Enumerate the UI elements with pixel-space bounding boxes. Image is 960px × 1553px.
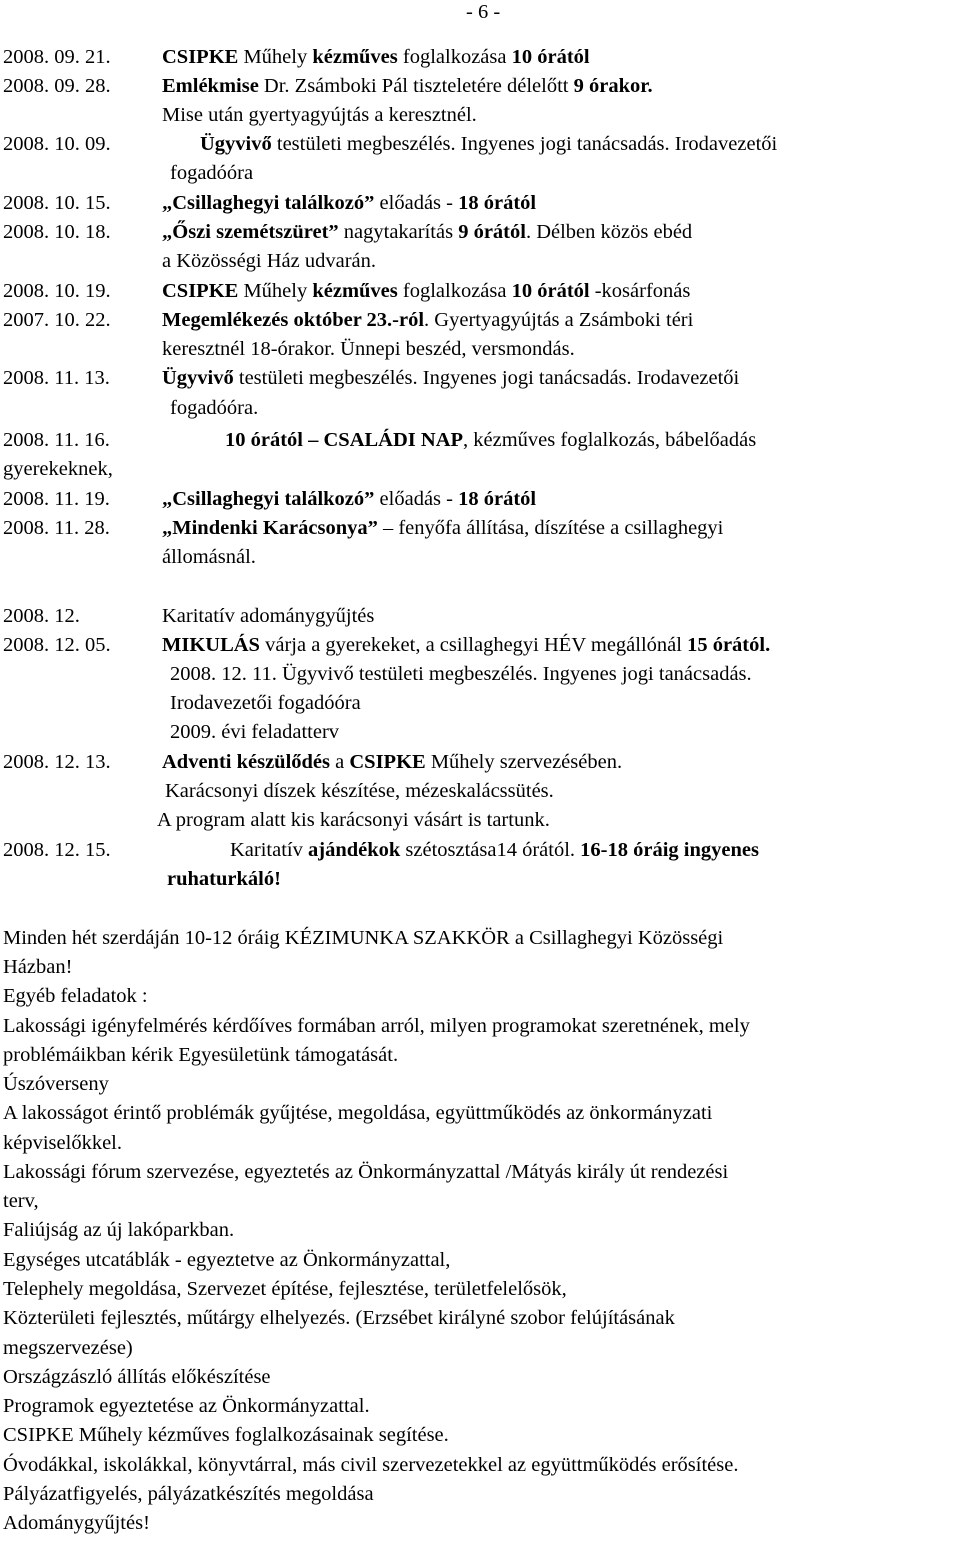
schedule-row xyxy=(0,429,960,455)
schedule-date: 2008. 10. 19. xyxy=(3,280,111,302)
task-item: Telephely megoldása, Szervezet építése, fejlesztése, területfelelősök, xyxy=(3,1278,567,1300)
schedule-text: Megemlékezés október 23.-ról. Gyertyagyújtás a Zsámboki téri xyxy=(162,309,694,331)
schedule-text: gyerekeknek, xyxy=(3,458,113,480)
schedule-text: „Őszi szemétszüret” nagytakarítás 9 órától. Délben közös ebéd xyxy=(162,221,693,243)
schedule-text: Emlékmise Dr. Zsámboki Pál tiszteletére délelőtt 9 órakor. xyxy=(162,75,653,97)
task-item: terv, xyxy=(3,1190,39,1212)
schedule-text: Ügyvivő testületi megbeszélés. Ingyenes jogi tanácsadás. Irodavezetői xyxy=(162,367,740,389)
schedule-continuation xyxy=(0,692,960,718)
schedule-date: 2008. 12. 15. xyxy=(3,839,111,861)
schedule-continuation xyxy=(0,868,960,894)
schedule-text: Irodavezetői fogadóóra xyxy=(170,692,361,714)
schedule-continuation xyxy=(0,809,960,835)
schedule-continuation xyxy=(0,458,960,484)
schedule-text: „Csillaghegyi találkozó” előadás - 18 órától xyxy=(162,192,537,214)
schedule-row xyxy=(0,309,960,335)
schedule-text: 2009. évi feladatterv xyxy=(170,721,340,743)
schedule-row xyxy=(0,221,960,247)
schedule-date: 2008. 10. 18. xyxy=(3,221,111,243)
schedule-date: 2008. 09. 21. xyxy=(3,46,111,68)
schedule-row xyxy=(0,751,960,777)
schedule-row xyxy=(0,75,960,101)
schedule-date: 2007. 10. 22. xyxy=(3,309,111,331)
schedule-date: 2008. 12. 13. xyxy=(3,751,111,773)
schedule-date: 2008. 11. 28. xyxy=(3,517,110,539)
schedule-date: 2008. 10. 15. xyxy=(3,192,111,214)
task-item: Lakossági fórum szervezése, egyeztetés az Önkormányzattal /Mátyás király út rendezési xyxy=(3,1161,729,1183)
schedule-date: 2008. 10. 09. xyxy=(3,133,111,155)
weekly-notice-continuation: Házban! xyxy=(3,956,73,978)
task-item: A lakosságot érintő problémák gyűjtése, megoldása, együttműködés az önkormányzati xyxy=(3,1102,713,1124)
schedule-text: fogadóóra. xyxy=(170,397,259,419)
schedule-text: Ügyvivő testületi megbeszélés. Ingyenes jogi tanácsadás. Irodavezetői xyxy=(200,133,778,155)
schedule-continuation xyxy=(0,663,960,689)
schedule-text: Karácsonyi díszek készítése, mézeskalácssütés. xyxy=(165,780,554,802)
schedule-row xyxy=(0,517,960,543)
task-item: CSIPKE Műhely kézműves foglalkozásainak segítése. xyxy=(3,1424,449,1446)
schedule-text: Mise után gyertyagyújtás a keresztnél. xyxy=(162,104,477,126)
task-item: problémáikban kérik Egyesületünk támogatását. xyxy=(3,1044,399,1066)
schedule-continuation xyxy=(0,546,960,572)
schedule-text: 10 órától – CSALÁDI NAP, kézműves foglalkozás, bábelőadás xyxy=(225,429,757,451)
schedule-text: „Csillaghegyi találkozó” előadás - 18 órától xyxy=(162,488,537,510)
page-number: - 6 - xyxy=(466,1,501,23)
schedule-date: 2008. 09. 28. xyxy=(3,75,111,97)
schedule-text: CSIPKE Műhely kézműves foglalkozása 10 órától -kosárfonás xyxy=(162,280,691,302)
schedule-continuation xyxy=(0,338,960,364)
schedule-continuation xyxy=(0,780,960,806)
task-item: Országzászló állítás előkészítése xyxy=(3,1366,271,1388)
schedule-text: a Közösségi Ház udvarán. xyxy=(162,250,377,272)
schedule-date: 2008. 12. 05. xyxy=(3,634,111,656)
task-item: Úszóverseny xyxy=(3,1073,109,1095)
schedule-date: 2008. 11. 13. xyxy=(3,367,110,389)
schedule-row xyxy=(0,192,960,218)
schedule-text: keresztnél 18-órakor. Ünnepi beszéd, versmondás. xyxy=(162,338,575,360)
schedule-date: 2008. 12. xyxy=(3,605,80,627)
schedule-text: A program alatt kis karácsonyi vásárt is tartunk. xyxy=(157,809,550,831)
schedule-text: Adventi készülődés a CSIPKE Műhely szervezésében. xyxy=(162,751,623,773)
task-item: Lakossági igényfelmérés kérdőíves formában arról, milyen programokat szeretnének, mely xyxy=(3,1015,750,1037)
schedule-row xyxy=(0,367,960,393)
schedule-text: CSIPKE Műhely kézműves foglalkozása 10 órától xyxy=(162,46,590,68)
weekly-notice: Minden hét szerdáján 10-12 óráig KÉZIMUNKA SZAKKÖR a Csillaghegyi Közösségi xyxy=(3,927,724,949)
schedule-text: 2008. 12. 11. Ügyvivő testületi megbeszélés. Ingyenes jogi tanácsadás. xyxy=(170,663,752,685)
schedule-date: 2008. 11. 19. xyxy=(3,488,110,510)
schedule-text: „Mindenki Karácsonya” – fenyőfa állítása, díszítése a csillaghegyi xyxy=(162,517,724,539)
schedule-row xyxy=(0,634,960,660)
task-item: Óvodákkal, iskolákkal, könyvtárral, más civil szervezetekkel az együttműködés erősítése. xyxy=(3,1454,739,1476)
schedule-row xyxy=(0,133,960,159)
schedule-row xyxy=(0,839,960,865)
schedule-text: MIKULÁS várja a gyerekeket, a csillaghegyi HÉV megállónál 15 órától. xyxy=(162,634,771,656)
task-item: Pályázatfigyelés, pályázatkészítés megoldása xyxy=(3,1483,374,1505)
task-item: Egységes utcatáblák - egyeztetve az Önkormányzattal, xyxy=(3,1249,451,1271)
schedule-text: Karitatív ajándékok szétosztása14 órától. 16-18 óráig ingyenes xyxy=(230,839,759,861)
task-item: megszervezése) xyxy=(3,1337,133,1359)
schedule-continuation xyxy=(0,104,960,130)
schedule-continuation xyxy=(0,162,960,188)
schedule-row xyxy=(0,46,960,72)
schedule-text: ruhaturkáló! xyxy=(167,868,281,890)
task-item: Programok egyeztetése az Önkormányzattal. xyxy=(3,1395,370,1417)
schedule-text: Karitatív adománygyűjtés xyxy=(162,605,375,627)
schedule-continuation xyxy=(0,721,960,747)
task-item: Faliújság az új lakóparkban. xyxy=(3,1219,235,1241)
task-item: Közterületi fejlesztés, műtárgy elhelyezés. (Erzsébet királyné szobor felújításának xyxy=(3,1307,675,1329)
other-tasks-heading: Egyéb feladatok : xyxy=(3,985,148,1007)
task-item: képviselőkkel. xyxy=(3,1132,122,1154)
schedule-text: fogadóóra xyxy=(170,162,254,184)
schedule-row xyxy=(0,280,960,306)
schedule-text: állomásnál. xyxy=(162,546,256,568)
schedule-row xyxy=(0,605,960,631)
schedule-continuation xyxy=(0,250,960,276)
schedule-continuation xyxy=(0,397,960,423)
schedule-row xyxy=(0,488,960,514)
schedule-date: 2008. 11. 16. xyxy=(3,429,110,451)
task-item: Adománygyűjtés! xyxy=(3,1512,150,1534)
